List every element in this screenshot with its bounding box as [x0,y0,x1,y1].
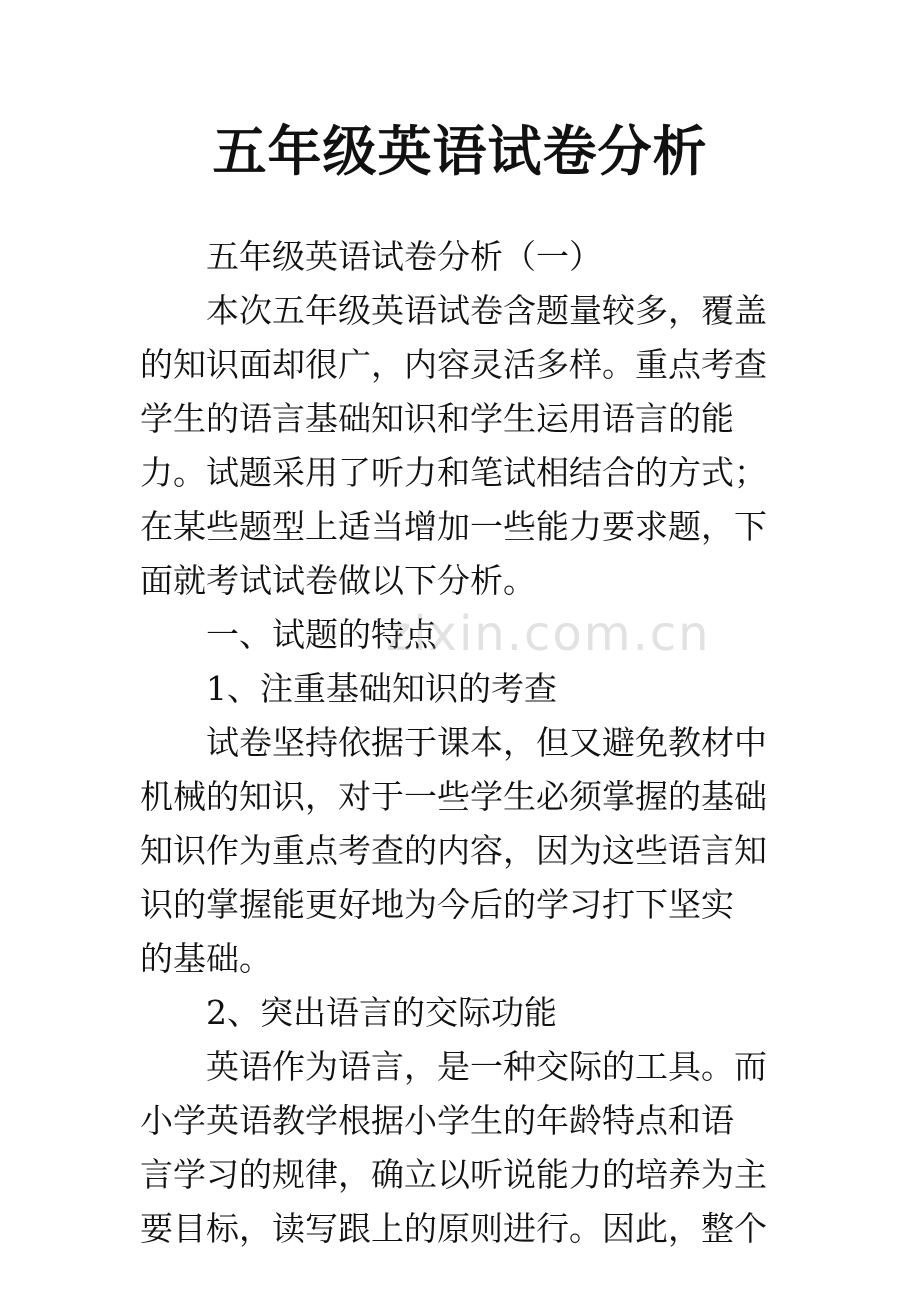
watermark: zixin.com.cn [386,606,711,662]
section-heading: 一、试题的特点 [206,615,437,654]
paragraph-line: 言学习的规律，确立以听说能力的培养为主 [140,1155,767,1194]
document-body [140,230,790,1256]
subsection-heading: 1、注重基础知识的考查 [206,669,557,708]
paragraph-line: 的基础。 [140,939,272,978]
section-heading: 五年级英语试卷分析（一） [206,237,602,276]
paragraph-line: 知识作为重点考查的内容，因为这些语言知 [140,831,767,870]
paragraph-line: 本次五年级英语试卷含题量较多，覆盖 [206,291,767,330]
subsection-heading: 2、突出语言的交际功能 [206,993,557,1032]
paragraph-line: 在某些题型上适当增加一些能力要求题，下 [140,507,767,546]
paragraph-line: 识的掌握能更好地为今后的学习打下坚实 [140,885,734,924]
paragraph-line: 的知识面却很广，内容灵活多样。重点考查 [140,345,767,384]
document-title: 五年级英语试卷分析 [212,120,708,183]
paragraph-line: 英语作为语言，是一种交际的工具。而 [206,1047,767,1086]
paragraph-line: 学生的语言基础知识和学生运用语言的能 [140,399,734,438]
paragraph-line: 小学英语教学根据小学生的年龄特点和语 [140,1101,734,1140]
paragraph-line: 面就考试试卷做以下分析。 [140,561,536,600]
paragraph-line: 力。试题采用了听力和笔试相结合的方式； [140,453,767,492]
paragraph-line: 机械的知识，对于一些学生必须掌握的基础 [140,777,767,816]
paragraph-line: 试卷坚持依据于课本，但又避免教材中 [206,723,767,762]
paragraph-line: 要目标，读写跟上的原则进行。因此，整个 [140,1209,767,1248]
